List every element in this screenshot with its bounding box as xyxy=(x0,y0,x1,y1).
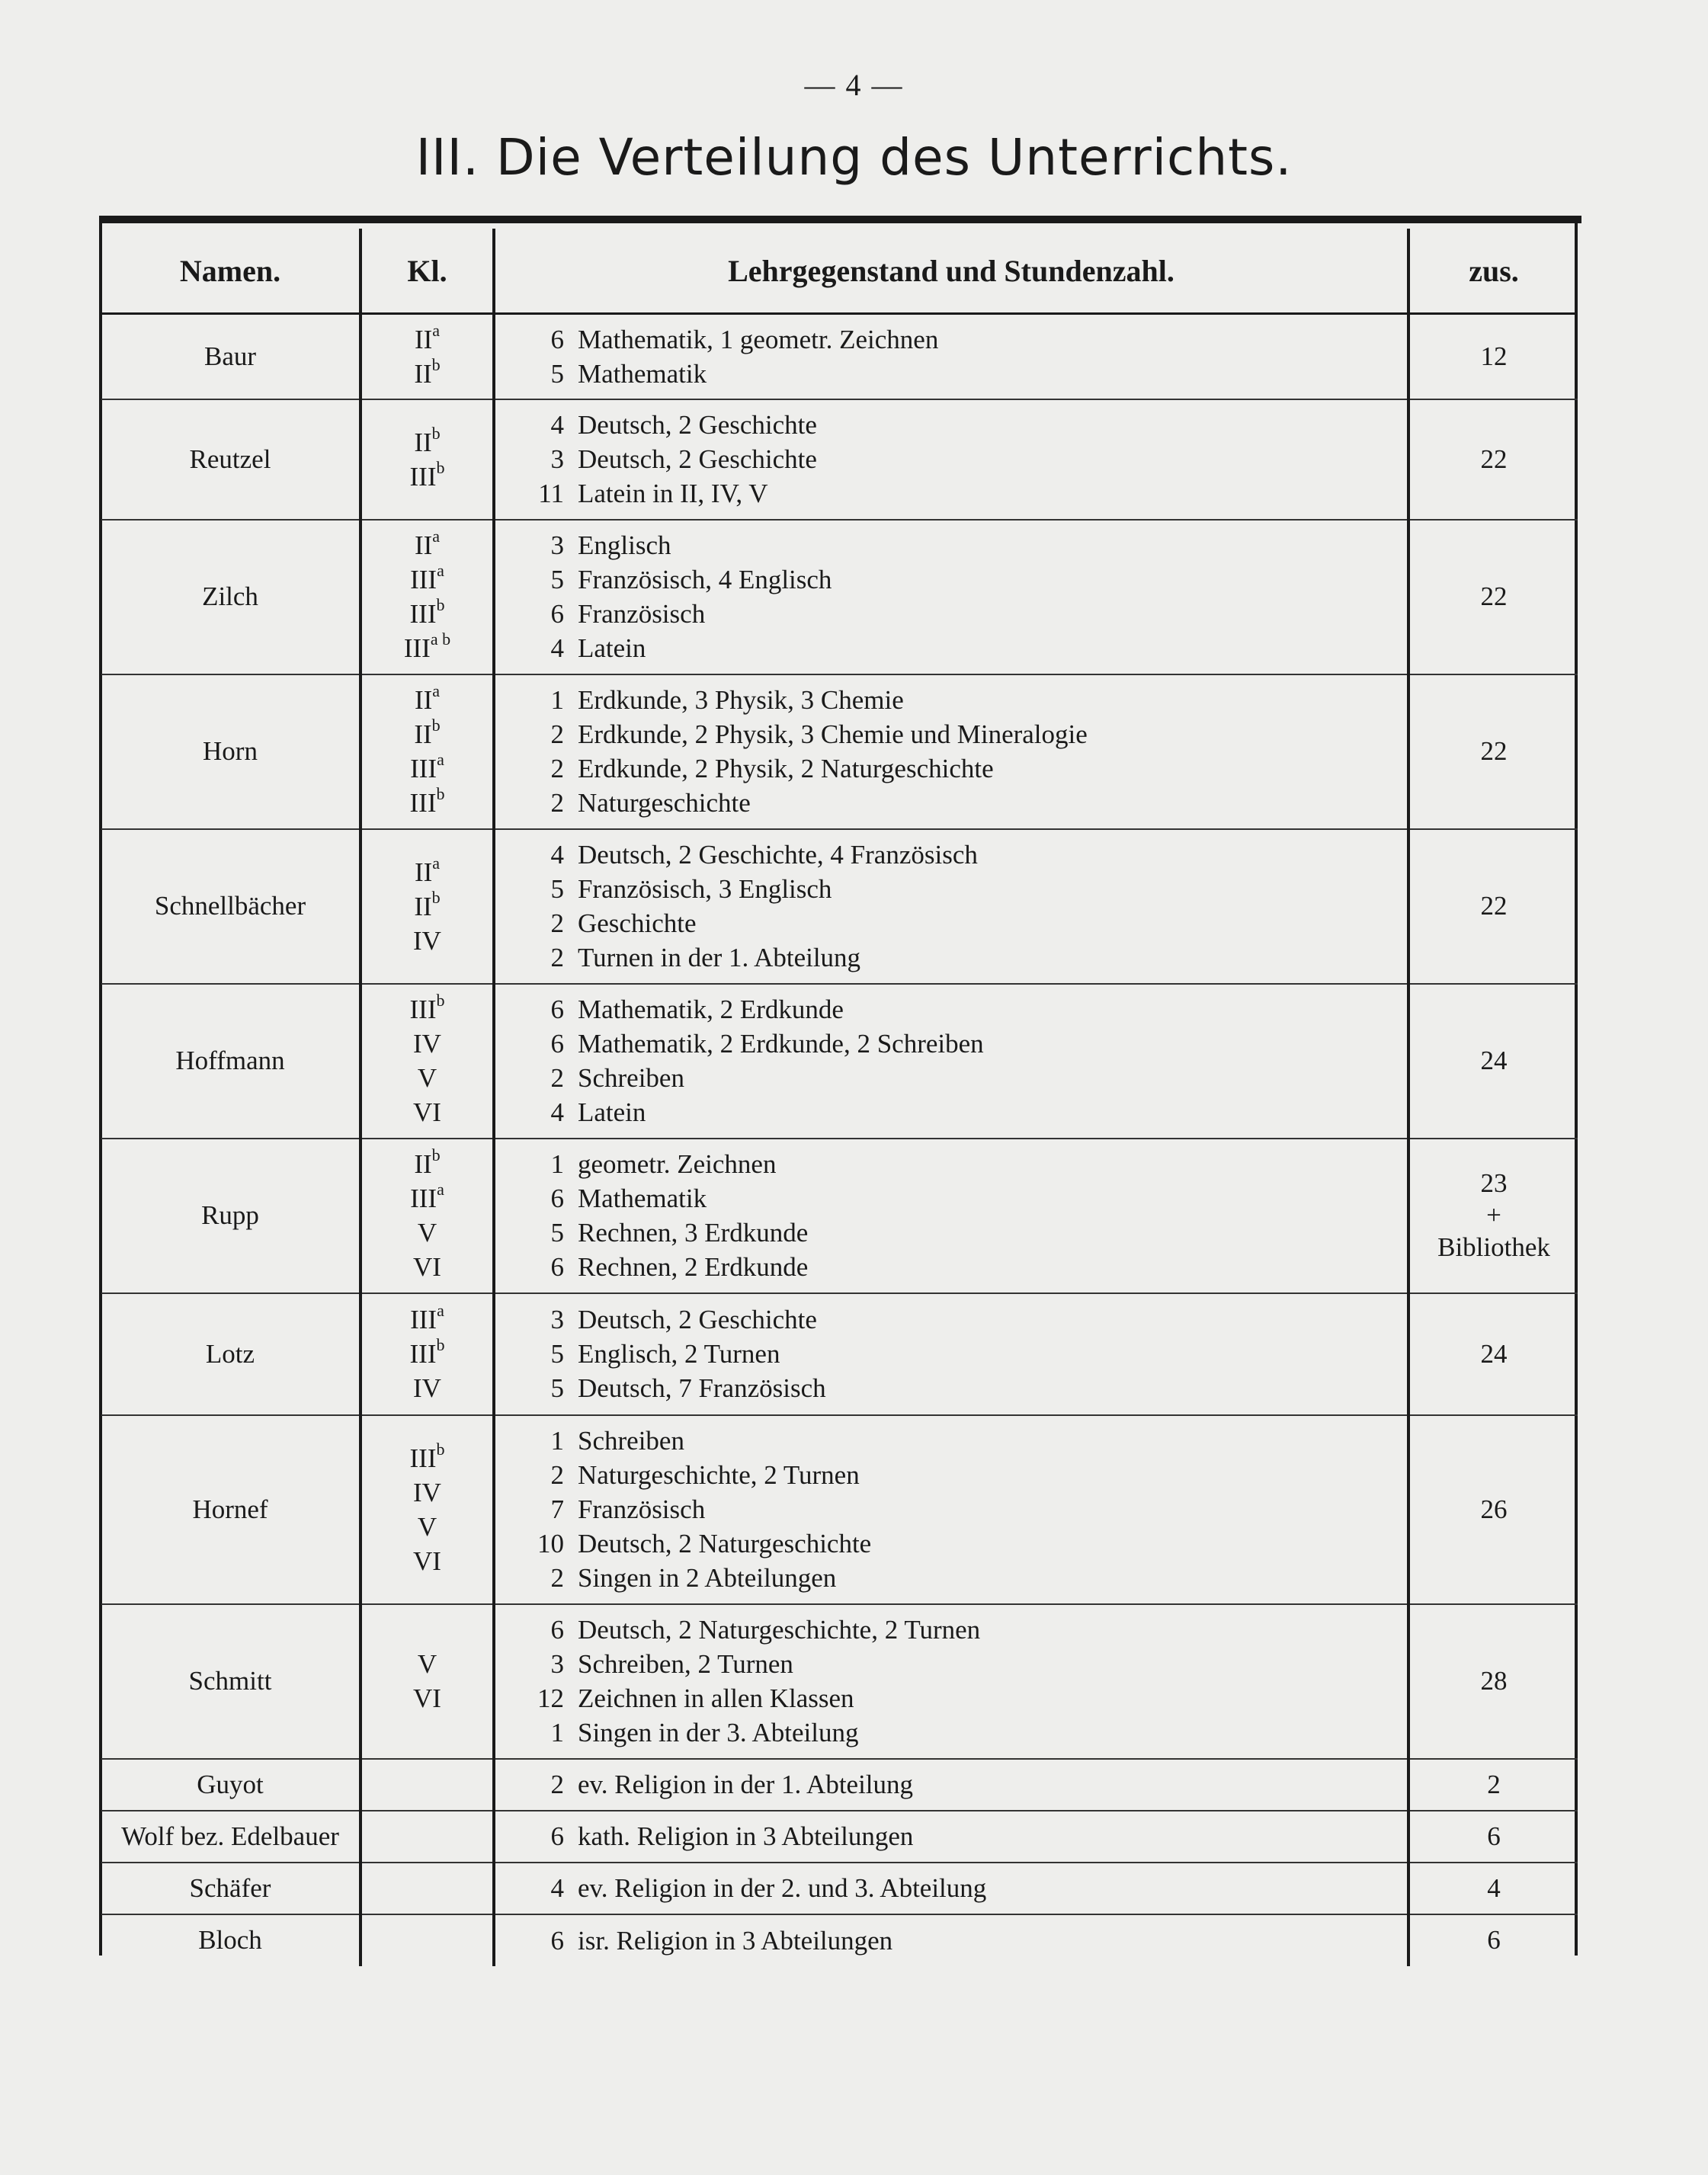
subject-line xyxy=(495,1819,1407,1853)
subject-line xyxy=(495,1924,1407,1958)
subject-text: Französisch, 3 Englisch xyxy=(578,874,832,904)
class-label: IV xyxy=(413,925,441,956)
class-list xyxy=(361,1293,494,1415)
subject-text: Deutsch, 2 Geschichte xyxy=(578,444,817,474)
subject-line xyxy=(495,1424,1407,1458)
table-row xyxy=(101,399,1578,520)
subject-list xyxy=(494,1415,1408,1604)
subject-line xyxy=(495,940,1407,975)
class-label: IV xyxy=(413,1029,441,1059)
subject-text: Deutsch, 2 Geschichte xyxy=(578,410,817,440)
subject-list xyxy=(494,314,1408,399)
class-label: III$^a$ xyxy=(410,1180,444,1213)
subject-line xyxy=(495,1027,1407,1061)
hours: 1 xyxy=(550,1718,564,1747)
subject-line xyxy=(495,1526,1407,1561)
subject-text: Französisch xyxy=(578,599,706,629)
hours: 12 xyxy=(537,1683,564,1713)
total-hours: 22 xyxy=(1408,399,1578,520)
subject-text: Schreiben, 2 Turnen xyxy=(578,1649,793,1679)
subject-text: Erdkunde, 2 Physik, 2 Naturgeschichte xyxy=(578,754,994,783)
hours: 6 xyxy=(550,1029,564,1059)
subject-line xyxy=(495,1647,1407,1681)
class-list xyxy=(361,1139,494,1293)
subject-line xyxy=(495,1371,1407,1405)
subject-line xyxy=(495,1458,1407,1492)
hours: 6 xyxy=(550,1252,564,1282)
total-hours: 26 xyxy=(1408,1415,1578,1604)
subject-text: Naturgeschichte xyxy=(578,788,751,818)
teacher-name: Hornef xyxy=(101,1415,361,1604)
class-label: III$^b$ xyxy=(409,1439,445,1473)
page-title: III. Die Verteilung des Unterrichts. xyxy=(415,128,1293,187)
hours: 5 xyxy=(550,565,564,594)
class-list xyxy=(361,314,494,399)
subject-line xyxy=(495,1681,1407,1715)
subject-line xyxy=(495,562,1407,597)
teacher-name: Hoffmann xyxy=(101,984,361,1139)
hours: 2 xyxy=(550,943,564,972)
hours: 6 xyxy=(550,1821,564,1851)
table-row xyxy=(101,1863,1578,1914)
hours: 4 xyxy=(550,1873,564,1903)
class-label: III$^b$ xyxy=(409,784,445,818)
total-hours: 22 xyxy=(1408,829,1578,984)
total-hours: 22 xyxy=(1408,520,1578,674)
class-label: V xyxy=(417,1649,437,1679)
class-label: VI xyxy=(413,1546,441,1576)
subject-line xyxy=(495,751,1407,786)
class-label: IV xyxy=(413,1373,441,1403)
hours: 6 xyxy=(550,1615,564,1645)
subject-line xyxy=(495,631,1407,665)
total-hours: 28 xyxy=(1408,1604,1578,1759)
subject-line xyxy=(495,357,1407,391)
hours: 1 xyxy=(550,1426,564,1456)
class-label: $II^b$ xyxy=(414,423,441,457)
teacher-name: Schäfer xyxy=(101,1863,361,1914)
table-row xyxy=(101,674,1578,829)
subject-list xyxy=(494,1811,1408,1863)
class-label: VI xyxy=(413,1252,441,1282)
class-label: IV xyxy=(413,1477,441,1507)
class-label: III$^b$ xyxy=(409,991,445,1024)
subject-text: Erdkunde, 2 Physik, 3 Chemie und Mineralogie xyxy=(578,719,1088,749)
subject-text: Mathematik, 2 Erdkunde xyxy=(578,995,844,1024)
hours: 6 xyxy=(550,599,564,629)
table-row xyxy=(101,1914,1578,1966)
teacher-name: Horn xyxy=(101,674,361,829)
subject-line xyxy=(495,1767,1407,1802)
subject-text: Französisch, 4 Englisch xyxy=(578,565,832,594)
class-label: III$^b$ xyxy=(409,457,445,492)
subject-line xyxy=(495,838,1407,872)
subject-text: kath. Religion in 3 Abteilungen xyxy=(578,1821,914,1851)
class-label: $II^a$ xyxy=(414,681,441,715)
class-label: V xyxy=(417,1063,437,1093)
subject-text: Geschichte xyxy=(578,908,697,938)
subject-text: Mathematik xyxy=(578,358,707,389)
class-label: $II^a$ xyxy=(414,853,441,887)
total-hours: 24 xyxy=(1408,1293,1578,1415)
class-label: III$^a$ xyxy=(410,750,444,783)
class-list xyxy=(361,984,494,1139)
hours: 10 xyxy=(537,1529,564,1558)
class-label: VI xyxy=(413,1097,441,1127)
total-hours: 12 xyxy=(1408,314,1578,399)
teacher-name: Schmitt xyxy=(101,1604,361,1759)
hours: 6 xyxy=(550,324,564,354)
class-list xyxy=(361,1759,494,1811)
hours: 5 xyxy=(550,1339,564,1369)
subject-text: Schreiben xyxy=(578,1063,684,1093)
subject-text: Turnen in der 1. Abteilung xyxy=(578,943,861,972)
subject-line xyxy=(495,1337,1407,1371)
subject-list xyxy=(494,1759,1408,1811)
class-list xyxy=(361,1863,494,1914)
subject-line xyxy=(495,992,1407,1027)
hours: 5 xyxy=(550,1218,564,1248)
hours: 11 xyxy=(538,479,564,508)
class-list xyxy=(361,399,494,520)
subject-line xyxy=(495,1302,1407,1337)
subject-text: Mathematik xyxy=(578,1184,707,1213)
table-row xyxy=(101,1811,1578,1863)
teacher-name: Reutzel xyxy=(101,399,361,520)
hours: 1 xyxy=(550,685,564,715)
header-class: Kl. xyxy=(361,229,494,314)
table-row xyxy=(101,1415,1578,1604)
table-row xyxy=(101,1293,1578,1415)
hours: 6 xyxy=(550,1184,564,1213)
subject-text: Deutsch, 2 Naturgeschichte, 2 Turnen xyxy=(578,1615,981,1645)
teacher-name: Zilch xyxy=(101,520,361,674)
subject-line xyxy=(495,1613,1407,1647)
hours: 2 xyxy=(550,719,564,749)
header-subject: Lehrgegenstand und Stundenzahl. xyxy=(494,229,1408,314)
total-hours: 2 xyxy=(1408,1759,1578,1811)
class-list xyxy=(361,1415,494,1604)
subject-text: ev. Religion in der 1. Abteilung xyxy=(578,1770,914,1799)
subject-list xyxy=(494,520,1408,674)
hours: 2 xyxy=(550,1063,564,1093)
subject-line xyxy=(495,442,1407,476)
subject-line xyxy=(495,1561,1407,1595)
class-list xyxy=(361,520,494,674)
subject-line xyxy=(495,1250,1407,1284)
subject-text: Zeichnen in allen Klassen xyxy=(578,1683,854,1713)
hours: 4 xyxy=(550,633,564,663)
total-hours: 6 xyxy=(1487,1925,1501,1955)
total-hours: 6 xyxy=(1408,1811,1578,1863)
class-label: V xyxy=(417,1511,437,1542)
subject-list xyxy=(494,984,1408,1139)
subject-line xyxy=(495,322,1407,357)
table-row xyxy=(101,520,1578,674)
class-label: III$^a$ xyxy=(410,1301,444,1334)
hours: 2 xyxy=(550,908,564,938)
class-label: $III^{a b}$ xyxy=(403,629,451,663)
class-label: VI xyxy=(413,1683,441,1713)
hours: 2 xyxy=(550,1770,564,1799)
subject-text: Deutsch, 2 Geschichte, 4 Französisch xyxy=(578,840,978,870)
table-row xyxy=(101,1139,1578,1293)
subject-line xyxy=(495,1492,1407,1526)
hours: 2 xyxy=(550,754,564,783)
header-name: Namen. xyxy=(101,229,361,314)
class-label: $II^a$ xyxy=(414,320,441,354)
subject-list xyxy=(494,399,1408,520)
subject-line xyxy=(495,476,1407,511)
subject-text: Schreiben xyxy=(578,1426,684,1456)
hours: 3 xyxy=(550,530,564,560)
subject-list xyxy=(494,1604,1408,1759)
subject-list xyxy=(494,1863,1408,1914)
subject-text: Singen in der 3. Abteilung xyxy=(578,1718,859,1747)
subject-list xyxy=(494,1139,1408,1293)
subject-list xyxy=(494,829,1408,984)
subject-text: Latein xyxy=(578,633,646,663)
class-list xyxy=(361,1914,494,1966)
class-label: III$^b$ xyxy=(409,595,445,629)
subject-line xyxy=(495,906,1407,940)
subject-line xyxy=(495,786,1407,820)
class-label: $II^b$ xyxy=(414,716,441,749)
hours: 3 xyxy=(550,1305,564,1334)
total-hours: 22 xyxy=(1408,674,1578,829)
total-hours: 24 xyxy=(1408,984,1578,1139)
teacher-name: Schnellbächer xyxy=(101,829,361,984)
table-row xyxy=(101,1759,1578,1811)
class-label: $II^b$ xyxy=(414,887,441,921)
subject-line xyxy=(495,1147,1407,1181)
teacher-name: Wolf bez. Edelbauer xyxy=(101,1811,361,1863)
total-hours: 23 + Bibliothek xyxy=(1408,1139,1578,1293)
subject-text: Mathematik, 2 Erdkunde, 2 Schreiben xyxy=(578,1029,984,1059)
subject-text: Deutsch, 2 Geschichte xyxy=(578,1305,817,1334)
top-rule xyxy=(99,216,1581,223)
hours: 4 xyxy=(550,840,564,870)
subject-line xyxy=(495,528,1407,562)
teacher-name: Baur xyxy=(101,314,361,399)
subject-text: isr. Religion in 3 Abteilungen xyxy=(578,1925,893,1956)
hours: 3 xyxy=(550,444,564,474)
table-row xyxy=(101,1604,1578,1759)
subject-text: Naturgeschichte, 2 Turnen xyxy=(578,1460,860,1490)
class-label: $II^b$ xyxy=(414,354,441,389)
teacher-name: Lotz xyxy=(101,1293,361,1415)
page-number: — 4 — xyxy=(804,68,904,102)
hours: 1 xyxy=(550,1149,564,1179)
hours: 6 xyxy=(550,1925,564,1956)
class-list xyxy=(361,829,494,984)
subject-text: Englisch, 2 Turnen xyxy=(578,1339,780,1369)
class-label: III$^b$ xyxy=(409,1335,445,1369)
hours: 5 xyxy=(550,358,564,389)
subject-text: Deutsch, 7 Französisch xyxy=(578,1373,826,1403)
hours: 6 xyxy=(550,995,564,1024)
subject-text: Latein in II, IV, V xyxy=(578,479,768,508)
teaching-distribution-table xyxy=(101,229,1578,1966)
hours: 2 xyxy=(550,1460,564,1490)
subject-line xyxy=(495,1871,1407,1905)
subject-text: Rechnen, 3 Erdkunde xyxy=(578,1218,809,1248)
header-total: zus. xyxy=(1408,229,1578,314)
subject-line xyxy=(495,597,1407,631)
subject-line xyxy=(495,408,1407,442)
total-hours: 4 xyxy=(1408,1863,1578,1914)
subject-line xyxy=(495,872,1407,906)
hours: 2 xyxy=(550,788,564,818)
subject-text: Erdkunde, 3 Physik, 3 Chemie xyxy=(578,685,904,715)
subject-text: Latein xyxy=(578,1097,646,1127)
subject-text: Deutsch, 2 Naturgeschichte xyxy=(578,1529,872,1558)
subject-line xyxy=(495,1061,1407,1095)
class-list xyxy=(361,674,494,829)
class-label: $II^a$ xyxy=(414,527,441,560)
subject-list xyxy=(494,1914,1408,1966)
teacher-name: Rupp xyxy=(101,1139,361,1293)
subject-line xyxy=(495,1715,1407,1750)
subject-text: Singen in 2 Abteilungen xyxy=(578,1563,837,1593)
subject-text: ev. Religion in der 2. und 3. Abteilung xyxy=(578,1873,987,1903)
subject-text: geometr. Zeichnen xyxy=(578,1149,777,1179)
subject-list xyxy=(494,674,1408,829)
hours: 4 xyxy=(550,1097,564,1127)
class-label: $II^b$ xyxy=(414,1145,441,1179)
subject-list xyxy=(494,1293,1408,1415)
table-header-row xyxy=(101,229,1578,314)
hours: 3 xyxy=(550,1649,564,1679)
class-label: V xyxy=(417,1218,437,1248)
class-list xyxy=(361,1604,494,1759)
table-row xyxy=(101,984,1578,1139)
subject-line xyxy=(495,683,1407,717)
hours: 5 xyxy=(550,874,564,904)
subject-text: Mathematik, 1 geometr. Zeichnen xyxy=(578,324,939,354)
table-row xyxy=(101,314,1578,399)
teacher-name: Bloch xyxy=(101,1914,361,1966)
hours: 7 xyxy=(550,1494,564,1524)
teacher-name: Guyot xyxy=(101,1759,361,1811)
subject-text: Rechnen, 2 Erdkunde xyxy=(578,1252,809,1282)
subject-line xyxy=(495,717,1407,751)
subject-line xyxy=(495,1095,1407,1129)
subject-text: Französisch xyxy=(578,1494,706,1524)
hours: 5 xyxy=(550,1373,564,1403)
subject-line xyxy=(495,1216,1407,1250)
subject-line xyxy=(495,1181,1407,1216)
class-list xyxy=(361,1811,494,1863)
table-row xyxy=(101,829,1578,984)
hours: 2 xyxy=(550,1563,564,1593)
hours: 4 xyxy=(550,410,564,440)
class-label: III$^a$ xyxy=(410,561,444,594)
subject-text: Englisch xyxy=(578,530,671,560)
